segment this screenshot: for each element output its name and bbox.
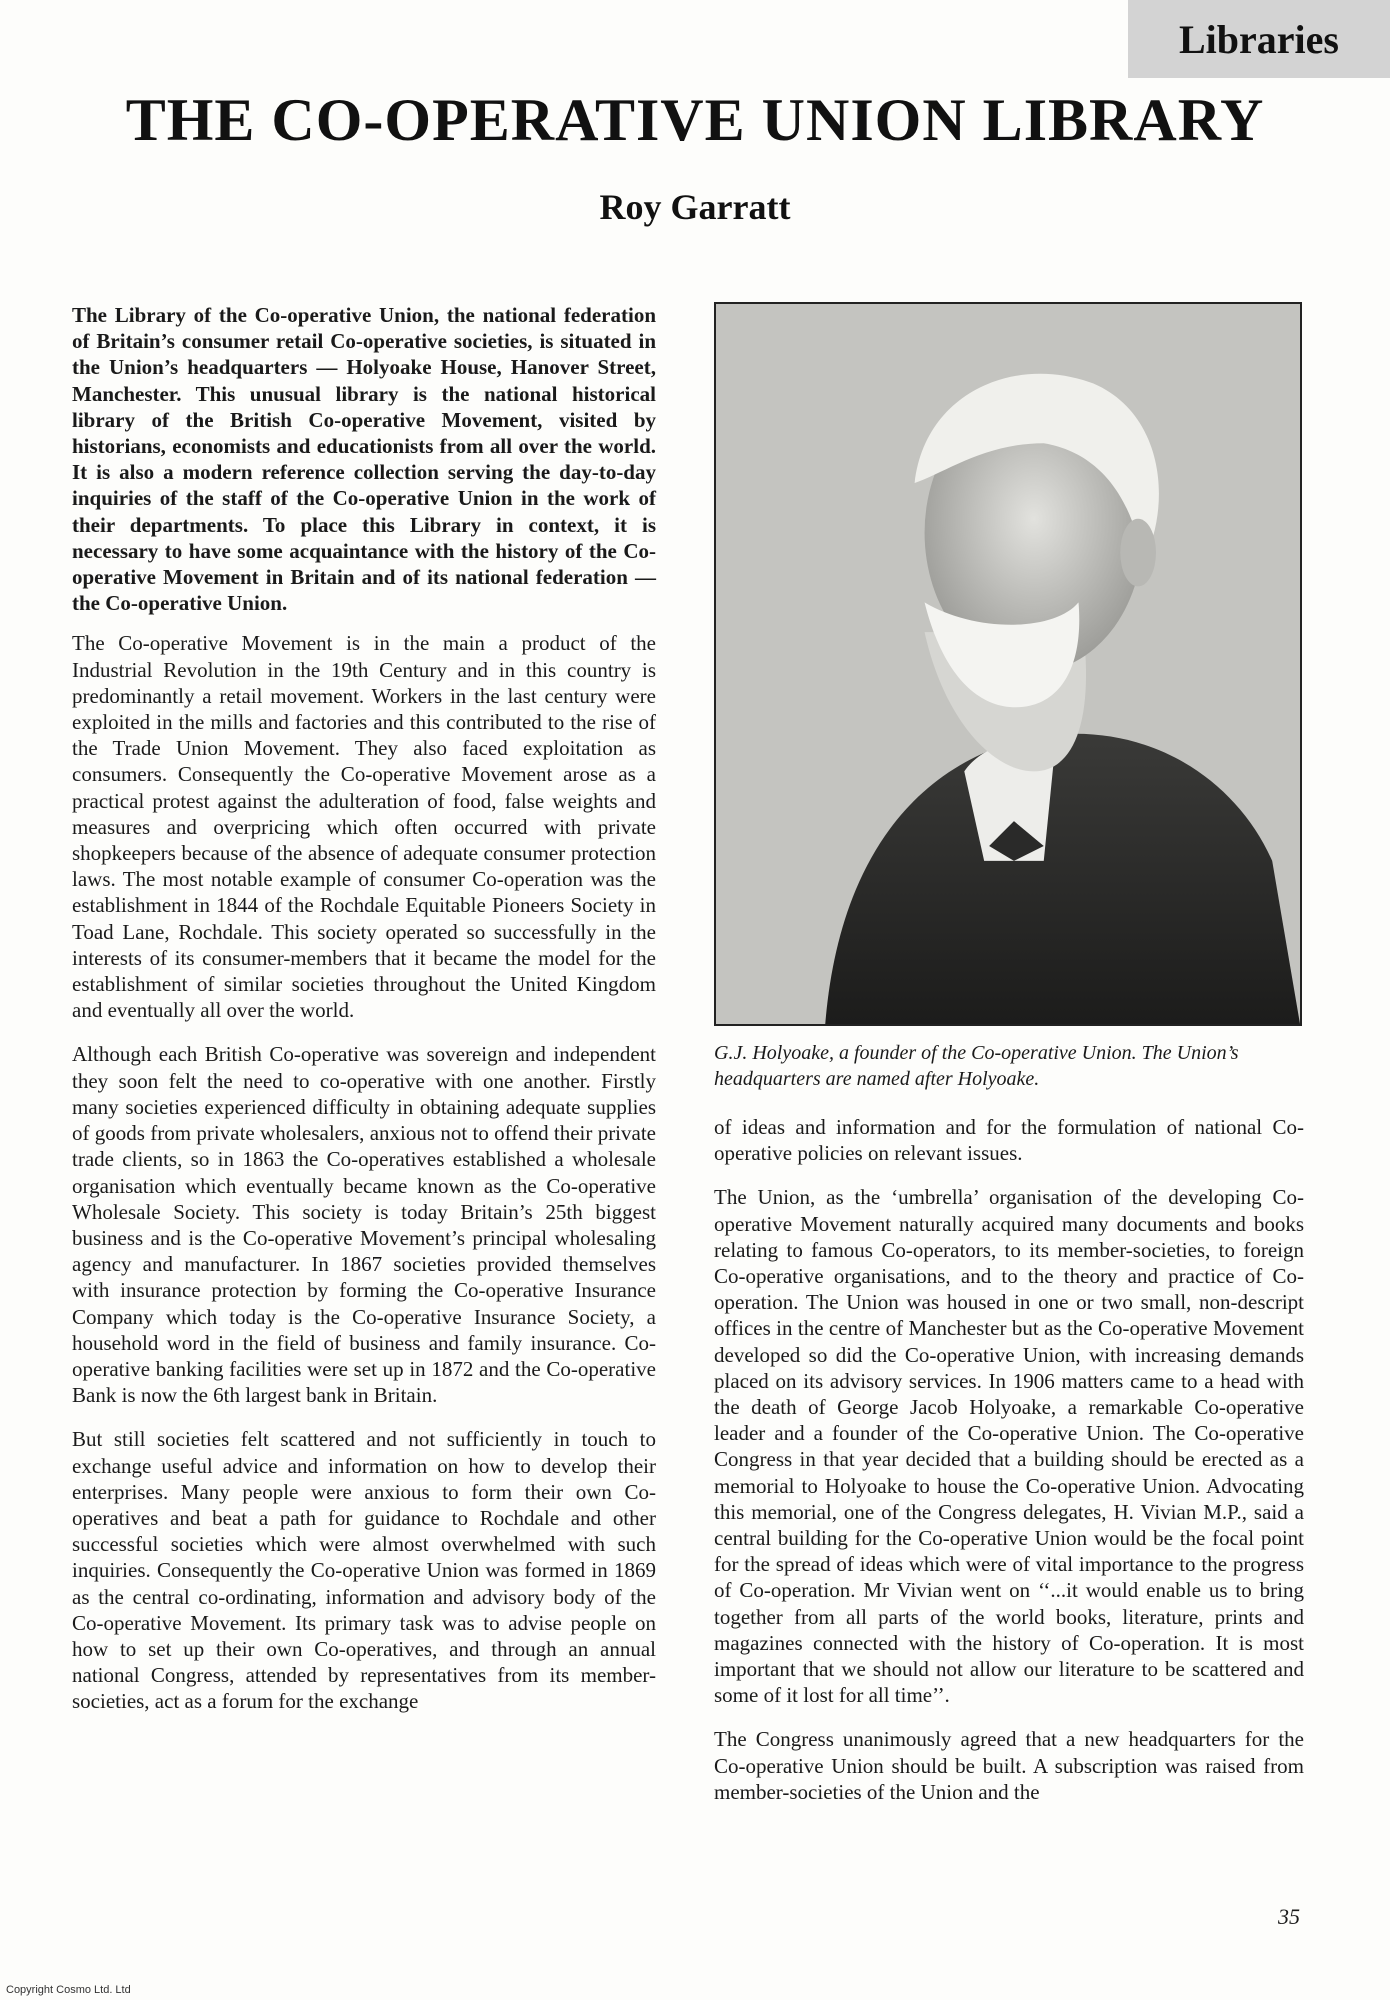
body-paragraph: The Union, as the ‘umbrella’ organisation of the developing Co-operative Movement naturally acquired many documents and books relating to famous Co-operators, to its member-societies, to foreign Co-operative organisations, and to the theory and practice of Co-operation. The Union was housed in one or two small, non-descript offices in the centre of Manchester but as the Co-operative Movement developed so did the Co-operative Union, with increasing demands placed on its advisory services. In 1906 matters came to a head with the death of George Jacob Holyoake, a remarkable Co-operative leader and a founder of the Co-operative Union. The Co-operative Congress in that year decided that a building should be erected as a memorial to Holyoake to house the Co-operative Union. Advocating this memorial, one of the Congress delegates, H. Vivian M.P., said a central building for the Co-operative Union would be the focal point for the spread of ideas which were of vital importance to the progress of Co-operation. Mr Vivian went on ‘‘...it would enable us to bring together from all parts of the world books, literature, prints and magazines connected with the history of Co-operation. It is most important that we should not allow our literature to be scattered and some of it lost for all time’’. [714, 1185, 1304, 1708]
holyoake-portrait-photo [714, 302, 1302, 1026]
body-paragraph: The Congress unanimously agreed that a new headquarters for the Co-operative Union should be built. A subscription was raised from member-societies of the Union and the [714, 1727, 1304, 1804]
article-author: Roy Garratt [599, 187, 791, 227]
article-title: THE CO-OPERATIVE UNION LIBRARY [125, 87, 1265, 153]
abstract-paragraph: The Library of the Co-operative Union, the national federation of Britain’s consumer retail Co-operative societies, is situated in the Union’s headquarters — Holyoake House, Hanover Street, Manchester. This unusual library is the national historical library of the British Co-operative Movement, visited by historians, economists and educationists from all over the world. It is also a modern reference collection serving the day-to-day inquiries of the staff of the Co-operative Union in the work of their departments. To place this Library in context, it is necessary to have some acquaintance with the history of the Co-operative Movement in Britain and of its national federation — the Co-operative Union. [72, 303, 656, 616]
portrait-illustration [716, 304, 1300, 1024]
photo-caption: G.J. Holyoake, a founder of the Co-operative Union. The Union’s headquarters are named after Holyoake. [714, 1042, 1239, 1090]
section-tab: Libraries [1128, 0, 1390, 78]
body-paragraph: of ideas and information and for the formulation of national Co-operative policies on relevant issues. [714, 1115, 1304, 1166]
body-paragraph: Although each British Co-operative was sovereign and independent they soon felt the need to co-operative with one another. Firstly many societies experienced difficulty in obtaining adequate supplies of goods from private wholesalers, anxious not to offend their private trade clients, so in 1863 the Co-operatives established a wholesale organisation which eventually became known as the Co-operative Wholesale Society. This society is today Britain’s 25th biggest business and is the Co-operative Movement’s principal wholesaling agency and manufacturer. In 1867 societies provided themselves with insurance protection by forming the Co-operative Insurance Company which today is the Co-operative Insurance Society, a household word in the field of business and family insurance. Co-operative banking facilities were set up in 1872 and the Co-operative Bank is now the 6th largest bank in Britain. [72, 1042, 656, 1408]
copyright-notice: Copyright Cosmo Ltd. Ltd [6, 1984, 131, 1996]
body-paragraph: But still societies felt scattered and not sufficiently in touch to exchange useful advice and information on how to develop their enterprises. Many people were anxious to form their own Co-operatives and beat a path for guidance to Rochdale and other successful societies which were almost overwhelmed with such inquiries. Consequently the Co-operative Union was formed in 1869 as the central co-ordinating, information and advisory body of the Co-operative Movement. Its primary task was to advise people on how to set up their own Co-operatives, and through an annual national Congress, attended by representatives from its member-societies, act as a forum for the exchange [72, 1427, 656, 1714]
right-column [714, 302, 1304, 1823]
left-column [72, 302, 656, 1733]
page-number: 35 [1278, 1904, 1300, 1929]
body-paragraph: The Co-operative Movement is in the main a product of the Industrial Revolution in the 19th Century and in this country is predominantly a retail movement. Workers in the last century were exploited in the mills and factories and this contributed to the rise of the Trade Union Movement. They also faced exploitation as consumers. Consequently the Co-operative Movement arose as a practical protest against the adulteration of food, false weights and measures and overpricing which often occurred with private shopkeepers because of the absence of adequate consumer protection laws. The most notable example of consumer Co-operation was the establishment in 1844 of the Rochdale Equitable Pioneers Society in Toad Lane, Rochdale. This society operated so successfully in the interests of its consumer-members that it became the model for the establishment of similar societies throughout the United Kingdom and eventually all over the world. [72, 631, 656, 1023]
